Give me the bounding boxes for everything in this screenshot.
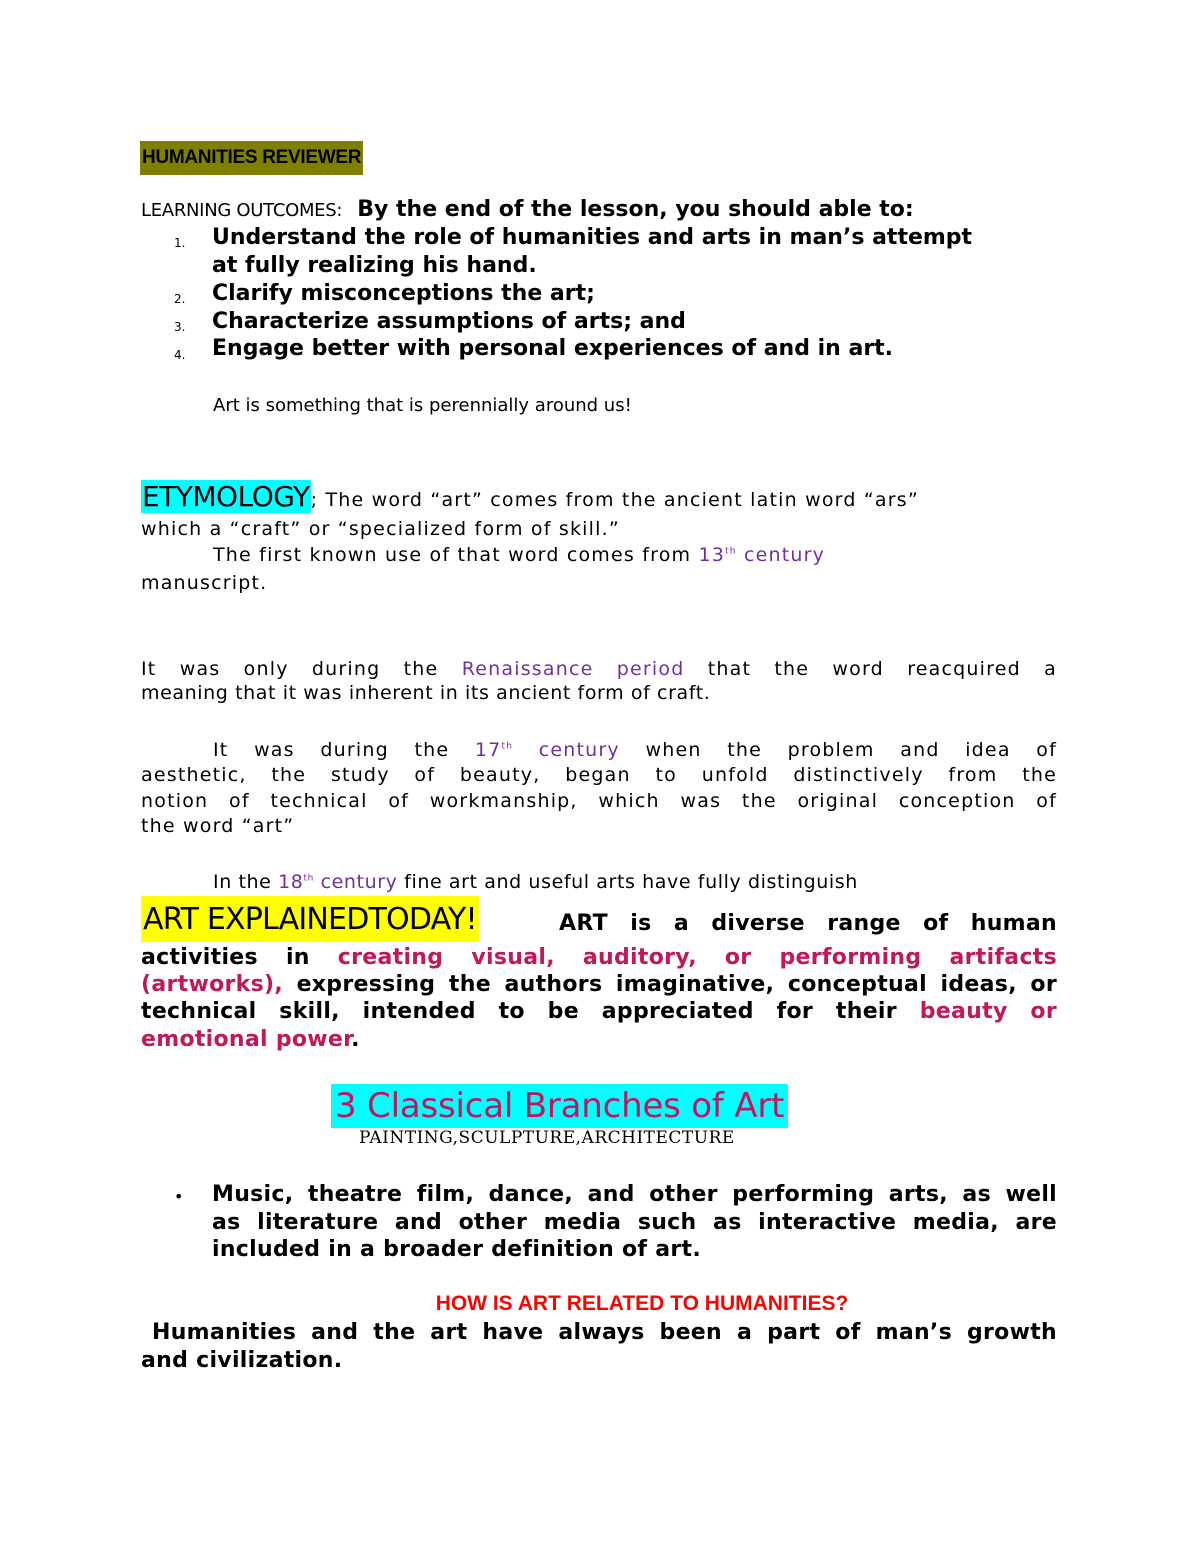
relation-heading: HOW IS ART RELATED TO HUMANITIES?	[435, 1292, 849, 1315]
century17-line-3: notion of technical of workmanship, which was the original conception of	[141, 790, 1057, 812]
etymology-heading: ETYMOLOGY	[142, 480, 310, 513]
note-text: Art is something that is perennially around us!	[213, 395, 632, 416]
outcome-number: 1.	[174, 236, 186, 250]
renaissance-highlight: Renaissance period	[461, 658, 685, 680]
art-explained-text: technical skill, intended to be appreciated for their	[141, 999, 920, 1024]
century18-text: In the	[213, 871, 279, 893]
etymology-separator: ;	[310, 489, 319, 511]
bullet-line-1: Music, theatre film, dance, and other performing arts, as well	[212, 1182, 1057, 1207]
century-suffix: th	[501, 741, 514, 752]
etymology-text: The word “art” comes from the ancient latin word “ars”	[318, 489, 919, 511]
century17-line-2: aesthetic, the study of beauty, began to unfold distinctively from the	[141, 764, 1057, 786]
branches-heading: 3 Classical Branches of Art	[331, 1084, 788, 1128]
century17-text: It was during the	[213, 739, 475, 761]
relation-line-1: Humanities and the art have always been a part of man’s growth	[152, 1320, 1057, 1345]
century-number: 13	[698, 544, 726, 566]
learning-outcomes-header	[141, 197, 914, 222]
century18-line	[213, 871, 858, 893]
art-explained-line-1	[141, 896, 1057, 942]
branches-list: PAINTING,SCULPTURE,ARCHITECTURE	[359, 1128, 735, 1148]
bullet-icon: •	[174, 1187, 184, 1206]
bullet-line-2: as literature and other media such as interactive media, are	[212, 1210, 1057, 1235]
art-explained-line-2	[141, 945, 1057, 970]
renaissance-text: It was only during the	[141, 658, 462, 680]
outcome-number: 2.	[174, 292, 186, 306]
art-explained-line-3	[141, 972, 1057, 997]
outcome-item: Clarify misconceptions the art;	[212, 281, 595, 306]
outcome-item: Engage better with personal experiences of and in art.	[212, 336, 894, 361]
century17-line-1	[213, 739, 1057, 761]
outcome-item: Understand the role of humanities and arts in man’s attempt	[212, 225, 973, 250]
century-suffix: th	[725, 546, 737, 557]
etymology-line-1	[141, 474, 919, 520]
art-explained-highlight: creating visual, auditory, or performing artifacts	[337, 945, 1057, 970]
century-suffix: th	[303, 873, 314, 884]
etymology-line-2: which a “craft” or “specialized form of skill.”	[141, 518, 620, 540]
art-explained-highlight: emotional power	[141, 1027, 352, 1052]
outcome-number: 4.	[174, 348, 186, 362]
etymology-text: The first known use of that word comes from	[213, 544, 699, 566]
renaissance-text: that the word reacquired a	[684, 658, 1057, 680]
art-explained-text: activities in	[141, 945, 338, 970]
renaissance-line-2: meaning that it was inherent in its ancient form of craft.	[141, 682, 711, 704]
century-label: century	[736, 544, 826, 566]
century-label: century	[513, 739, 620, 761]
art-explained-text: .	[351, 1027, 360, 1052]
art-explained-line-5	[141, 1027, 360, 1052]
century17-line-4: the word “art”	[141, 815, 295, 837]
learning-outcomes-label: LEARNING OUTCOMES:	[141, 200, 343, 221]
art-explained-text: expressing the authors imaginative, conceptual ideas, or	[283, 972, 1057, 997]
century17-text: when the problem and idea of	[619, 739, 1057, 761]
outcome-item: Characterize assumptions of arts; and	[212, 309, 686, 334]
art-explained-heading: ART EXPLAINEDTODAY!	[141, 896, 479, 942]
bullet-line-3: included in a broader definition of art.	[212, 1237, 702, 1262]
learning-outcomes-intro: By the end of the lesson, you should able to:	[357, 197, 914, 222]
outcome-number: 3.	[174, 320, 186, 334]
century18-text: fine art and useful arts have fully distinguish	[397, 871, 858, 893]
renaissance-line-1	[141, 658, 1057, 680]
page-title: HUMANITIES REVIEWER	[140, 141, 363, 175]
art-explained-highlight: (artworks),	[141, 972, 283, 997]
relation-line-2: and civilization.	[141, 1348, 343, 1373]
century-number: 17	[474, 739, 502, 761]
etymology-line-3	[213, 544, 825, 566]
century-label: century	[313, 871, 398, 893]
etymology-line-4: manuscript.	[141, 572, 268, 594]
outcome-item-continued: at fully realizing his hand.	[212, 253, 537, 278]
art-explained-line-4	[141, 999, 1057, 1024]
art-explained-text: ART is a diverse range of human	[559, 911, 1057, 936]
art-explained-highlight: beauty or	[919, 999, 1057, 1024]
century-number: 18	[278, 871, 304, 893]
